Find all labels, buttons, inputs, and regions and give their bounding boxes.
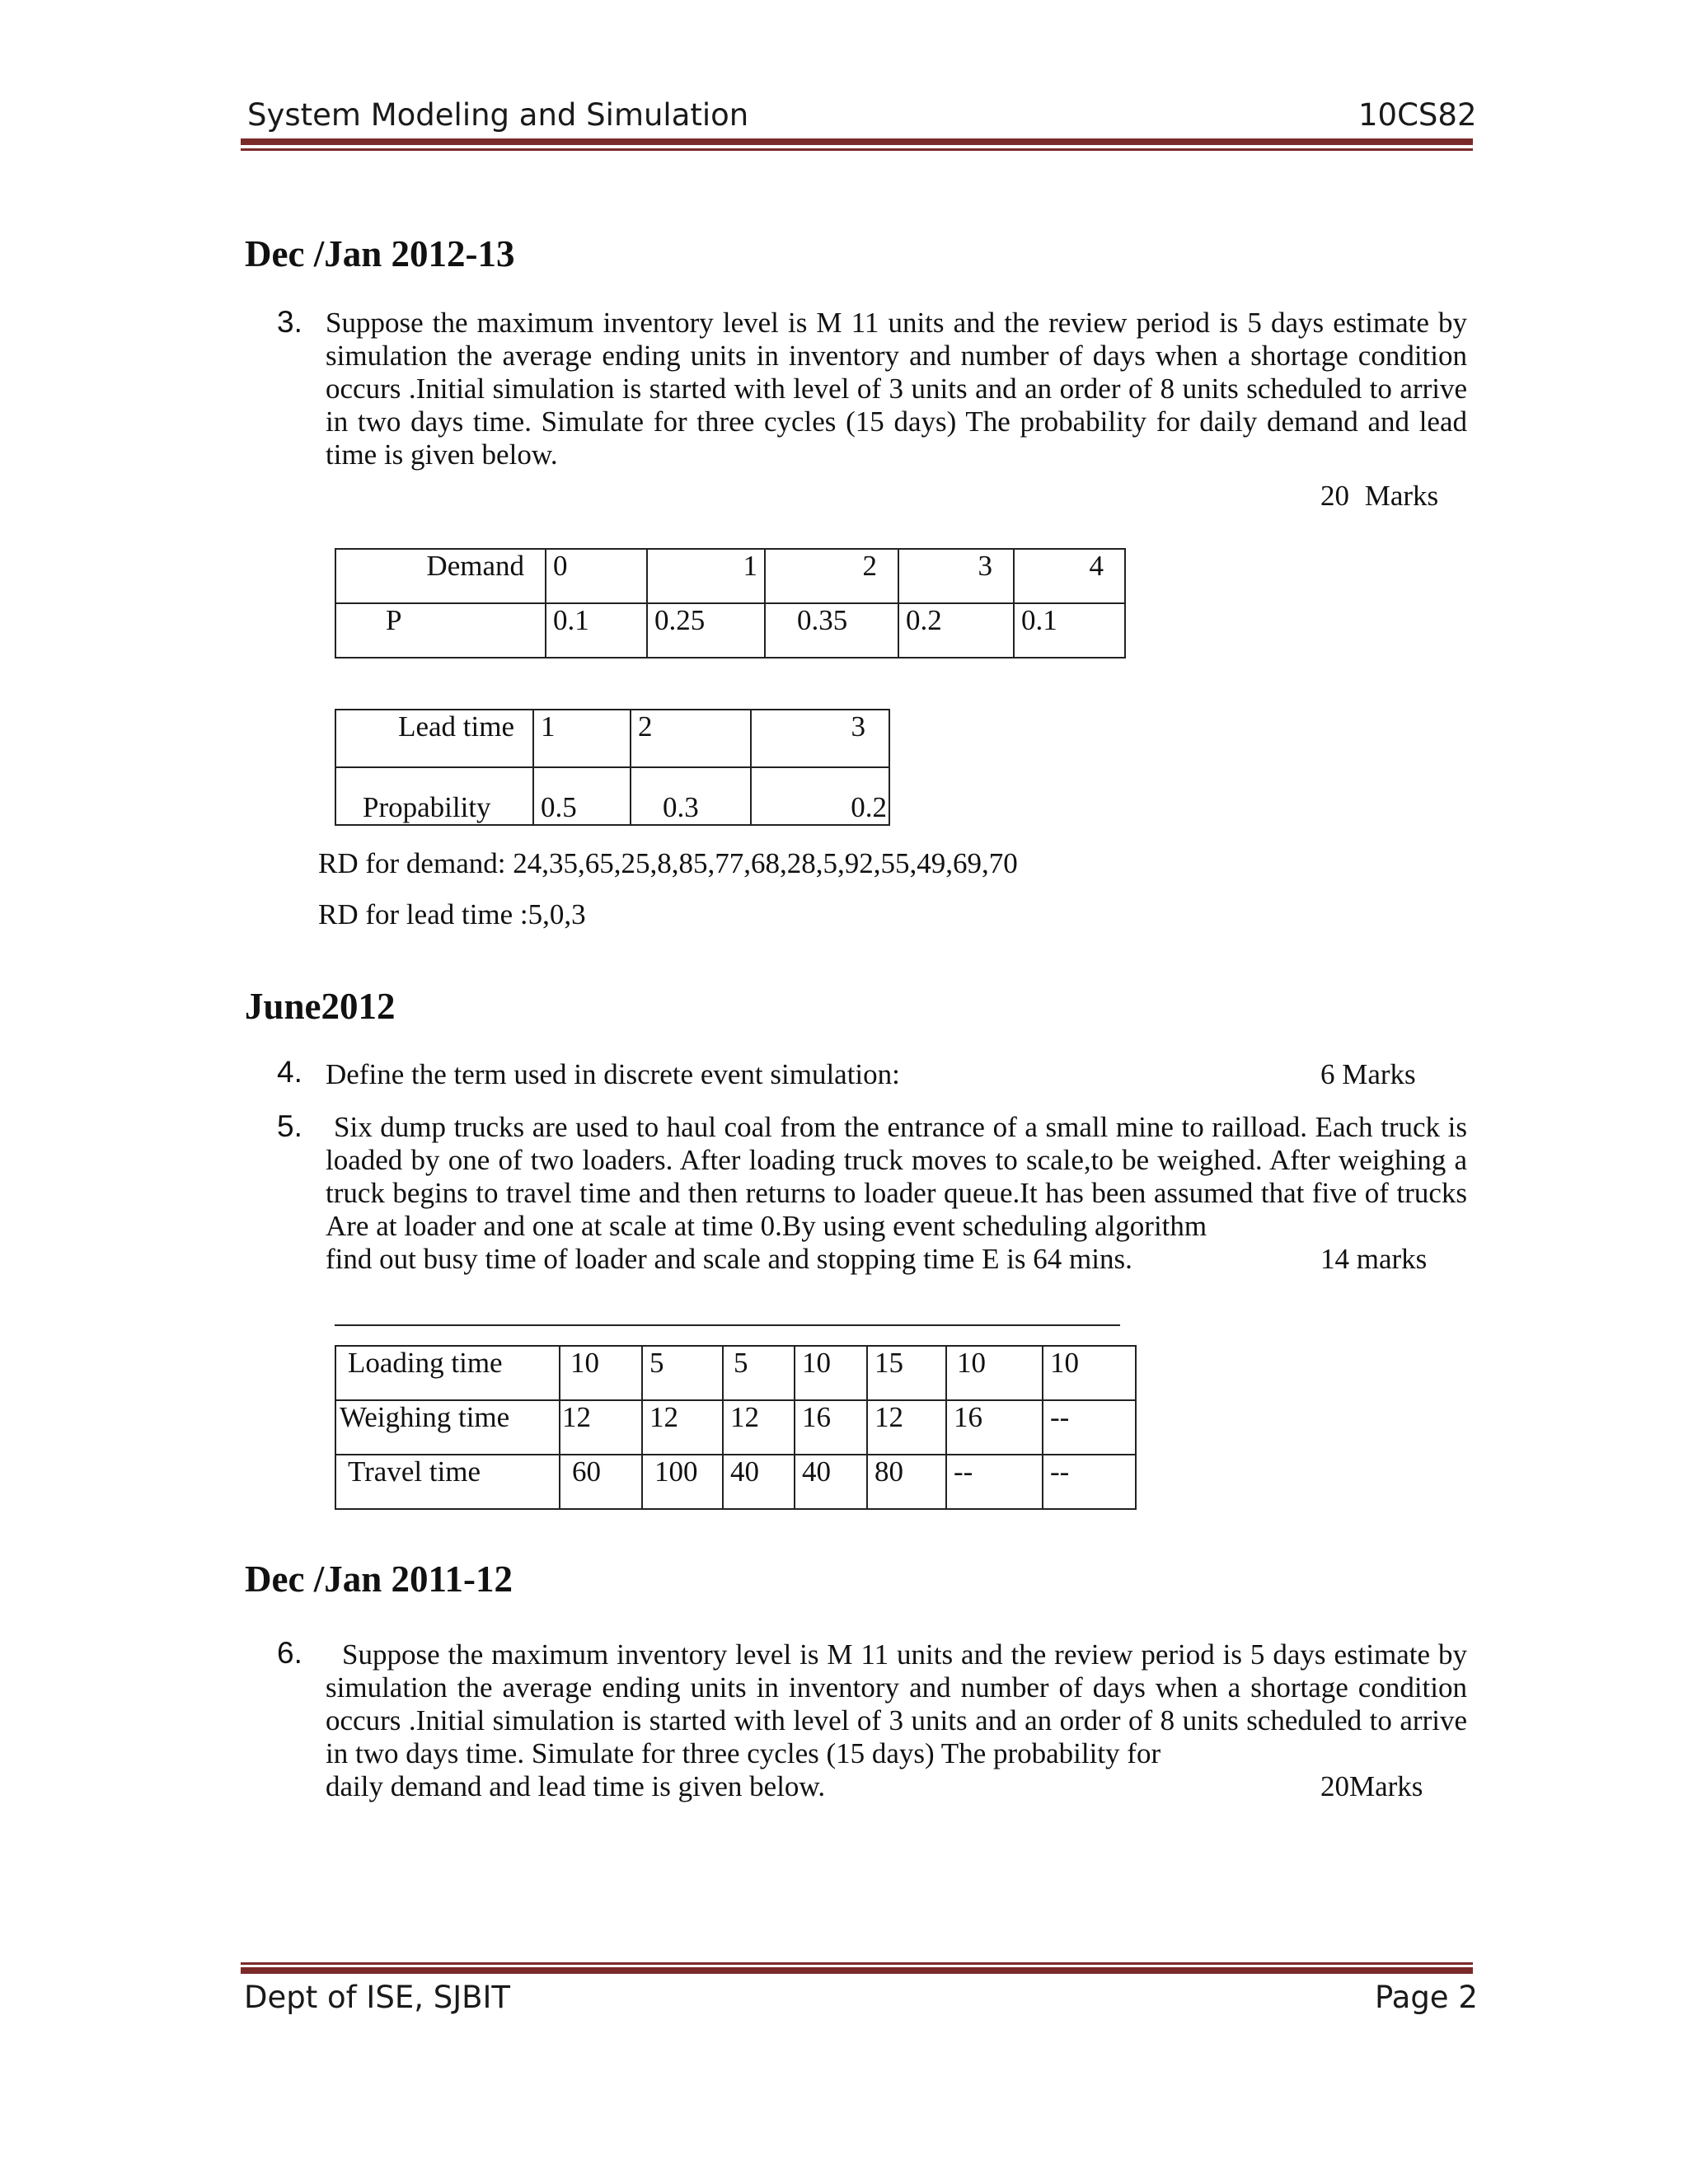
question-text-5: Six dump trucks are used to haul coal from the entrance of a small mine to railload. Each truck is loaded by one of two loaders. After loading truck moves to scale,to be weighed. After weighing a truck begins to travel time and then returns to loader queue.It has been assumed that five of trucks Are at loader and one at scale at time 0.By using event scheduling algorithm — [326, 1111, 1467, 1242]
table-cell: 12 — [560, 1400, 642, 1455]
question-marks-3: 20 Marks — [1320, 480, 1439, 512]
question-number-6: 6. — [277, 1636, 302, 1670]
question-marks-5: 14 marks — [1320, 1243, 1428, 1275]
table-cell: 0 — [546, 549, 647, 603]
section-heading-1: Dec /Jan 2012-13 — [245, 233, 515, 274]
table-cell: 10 — [560, 1346, 642, 1400]
table-cell: -- — [1043, 1455, 1136, 1509]
travel-time-label: Travel time — [335, 1455, 560, 1509]
table-cell: 0.2 — [751, 767, 889, 825]
table-cell: 16 — [795, 1400, 867, 1455]
section-heading-3: Dec /Jan 2011-12 — [245, 1558, 513, 1600]
table-cell: 12 — [642, 1400, 723, 1455]
lead-time-label: Lead time — [335, 710, 533, 767]
question-number-5: 5. — [277, 1109, 302, 1143]
table-cell: 0.1 — [546, 603, 647, 658]
random-digits-demand: RD for demand: 24,35,65,25,8,85,77,68,28,5,92,55,49,69,70 — [318, 847, 1018, 879]
table-cell: 10 — [795, 1346, 867, 1400]
question-number-3: 3. — [277, 305, 302, 339]
question-marks-6: 20Marks — [1320, 1770, 1423, 1802]
footer-rule-thin — [241, 1962, 1473, 1965]
section-heading-2: June2012 — [245, 986, 396, 1027]
demand-label: Demand — [335, 549, 546, 603]
table-cell: 60 — [560, 1455, 642, 1509]
table-cell: 3 — [898, 549, 1014, 603]
question-number-4: 4. — [277, 1055, 302, 1089]
question-text-6: Suppose the maximum inventory level is M 11 units and the review period is 5 days estimate by simulation the average ending units in inventory and number of days when a shortage condition occurs .Initial simulation is started with level of 3 units and an order of 8 units scheduled to arrive in two days time. Simulate for three cycles (15 days) The probability for — [326, 1638, 1467, 1769]
question-text-3: Suppose the maximum inventory level is M 11 units and the review period is 5 days estimate by simulation the average ending units in inventory and number of days when a shortage condition occurs .Initial simulation is started with level of 3 units and an order of 8 units scheduled to arrive in two days time. Simulate for three cycles (15 days) The probability for daily demand and lead time is given below. — [326, 307, 1467, 471]
table-cell: 15 — [867, 1346, 946, 1400]
demand-table — [335, 548, 1126, 658]
table-cell: -- — [1043, 1400, 1136, 1455]
table-cell: 10 — [1043, 1346, 1136, 1400]
question-marks-4: 6 Marks — [1320, 1058, 1416, 1090]
table-cell: 16 — [946, 1400, 1043, 1455]
table-cell: 0.3 — [631, 767, 751, 825]
loading-time-label: Loading time — [335, 1346, 560, 1400]
table-cell: 40 — [723, 1455, 795, 1509]
table-cell: 0.1 — [1014, 603, 1125, 658]
table-cell: 0.5 — [533, 767, 631, 825]
question-text-4: Define the term used in discrete event simulation: — [326, 1058, 900, 1090]
header-rule — [241, 138, 1473, 145]
weighing-time-label: Weighing time — [335, 1400, 560, 1455]
question-text-5-last-line: find out busy time of loader and scale and stopping time E is 64 mins. — [326, 1243, 1132, 1275]
footer-page-number: Page 2 — [1375, 1980, 1478, 2015]
table-cell: 100 — [642, 1455, 723, 1509]
table-cell: 1 — [647, 549, 765, 603]
table-cell: 1 — [533, 710, 631, 767]
truck-times-table — [335, 1345, 1137, 1510]
footer-dept: Dept of ISE, SJBIT — [244, 1980, 511, 2015]
header-code: 10CS82 — [1358, 97, 1477, 133]
table-cell: 12 — [723, 1400, 795, 1455]
header-title: System Modeling and Simulation — [247, 97, 749, 133]
table-cell: 3 — [751, 710, 889, 767]
table-cell: 4 — [1014, 549, 1125, 603]
table-cell: 80 — [867, 1455, 946, 1509]
table-cell: -- — [946, 1455, 1043, 1509]
table-cell: 0.25 — [647, 603, 765, 658]
table-cell: 5 — [723, 1346, 795, 1400]
table-cell: 2 — [631, 710, 751, 767]
lead-time-table — [335, 709, 890, 826]
header-rule-thin — [241, 148, 1473, 151]
footer-rule — [241, 1967, 1473, 1974]
propability-label: Propability — [335, 767, 533, 825]
table-cell: 10 — [946, 1346, 1043, 1400]
table-cell: 2 — [765, 549, 898, 603]
table-cell: 12 — [867, 1400, 946, 1455]
table-cell: 0.35 — [765, 603, 898, 658]
probability-label: P — [335, 603, 546, 658]
table-cell: 40 — [795, 1455, 867, 1509]
random-digits-lead-time: RD for lead time :5,0,3 — [318, 898, 586, 930]
table-top-rule — [335, 1324, 1120, 1326]
table-cell: 0.2 — [898, 603, 1014, 658]
question-text-6-last-line: daily demand and lead time is given below. — [326, 1770, 826, 1802]
table-cell: 5 — [642, 1346, 723, 1400]
